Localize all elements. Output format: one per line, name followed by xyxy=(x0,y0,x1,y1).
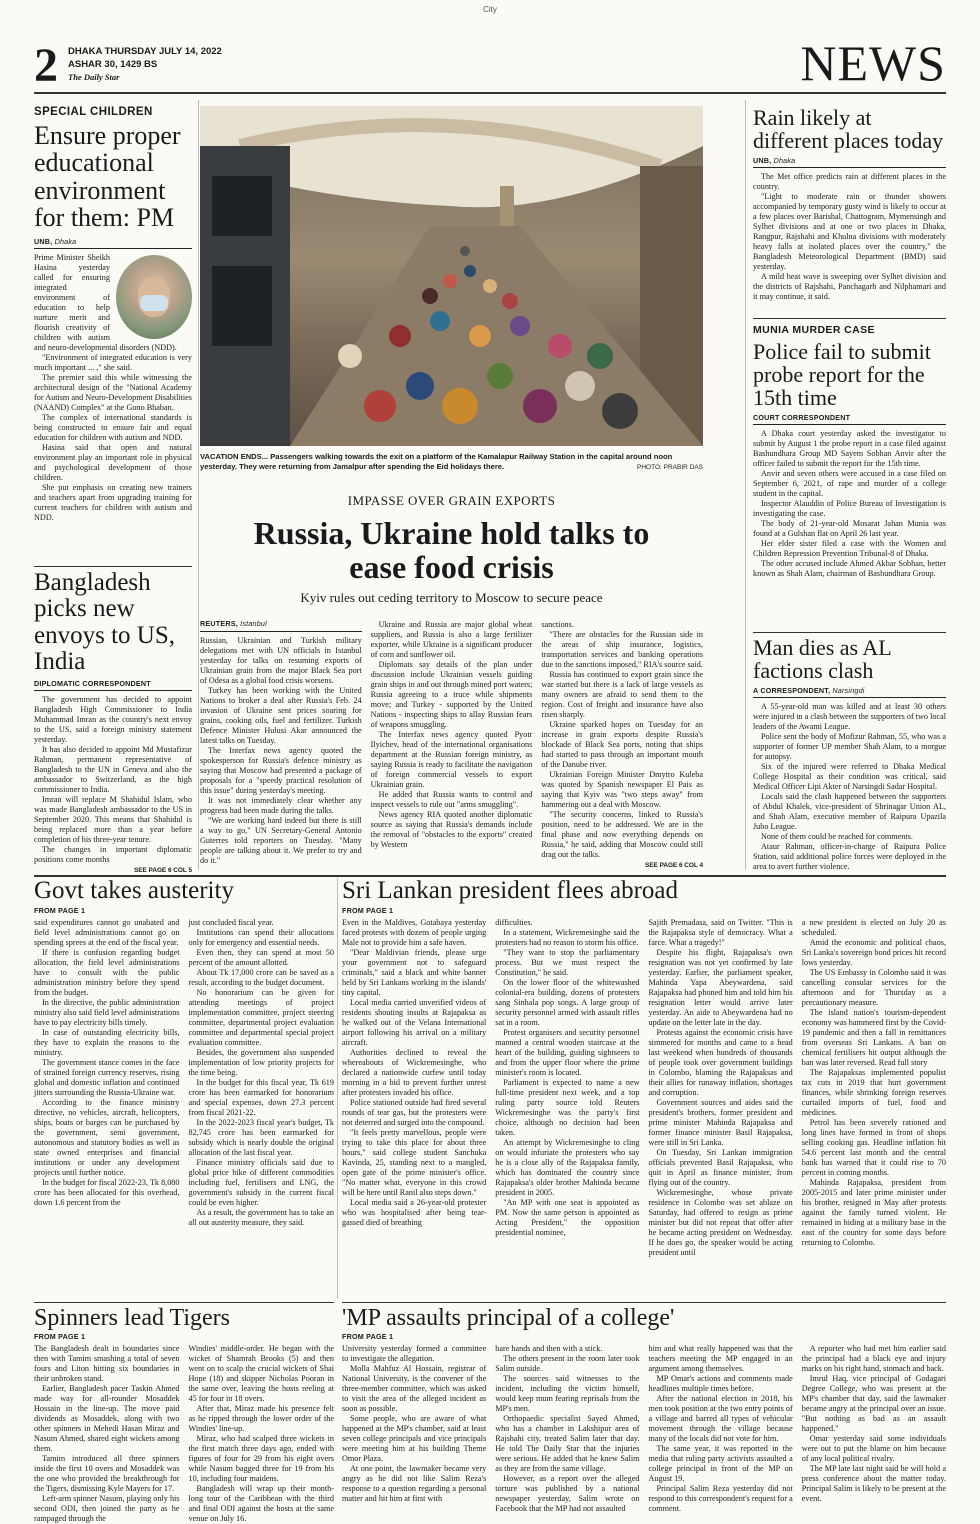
spinners-story xyxy=(34,1306,334,1524)
paragraph: The other accused include Ahmed Akbar Sobhan, better known as Shah Alam, chairman of Bashundhara Group. xyxy=(753,559,946,579)
paragraph: Imran will replace M Shahidul Islam, who was made Bangladesh ambassador to the US in September 2020. This means that Shahidul is being replaced more than a year before completion of his three-year tenure. xyxy=(34,795,192,844)
section-rule xyxy=(34,1302,334,1303)
paragraph: In the 2022-2023 fiscal year's budget, Tk 82,745 crore has been earmarked for subsidy which is nearly double the original allocation of the last fiscal year. xyxy=(188,1118,334,1158)
section-rule xyxy=(342,1302,946,1303)
paragraph: The Rajapaksas implemented populist tax cuts in 2019 that hurt government finances, while shrinking foreign reserves curtailed imports of fuel, food and medicines. xyxy=(801,1068,946,1118)
paragraph: Ukrainian Foreign Minister Dmytro Kuleba was quoted by Spanish newspaper El Pais as saying that Kyiv was "two steps away" from hammering out a deal with Moscow. xyxy=(541,770,704,809)
train-window xyxy=(212,176,272,236)
paragraph: Institutions can spend their allocations only for emergency and essential needs. xyxy=(188,928,334,948)
pm-photo xyxy=(116,255,192,339)
divider xyxy=(753,632,946,633)
paragraph: Russia has continued to export grain since the war started but there is a lack of large vessels as many owners are afraid to send them to the region. Cost of freight and insurance have also risen sharply. xyxy=(541,670,704,719)
rain-headline: Rain likely at different places today xyxy=(753,105,944,154)
paragraph: The US Embassy in Colombo said it was cancelling consular services for the afternoon and for Thursday as a precautionary measure. xyxy=(801,968,946,1008)
caption-text: Passengers walking towards the exit on a platform of the Kamalapur Railway Station in the capital around noon yesterday. They were returning from Jamalpur after spending the Eid holidays there. xyxy=(200,452,673,471)
paragraph: Government sources and aides said the president's brothers, former president and prime minister Mahinda Rajapaksa and former finance minister Basil Rajapaksa, were still in Sri Lanka. xyxy=(648,1098,793,1148)
train-door xyxy=(212,266,272,346)
paragraph: bare hands and then with a stick. xyxy=(495,1344,603,1354)
page-number: 2 xyxy=(34,39,58,92)
rain-byline: UNB, Dhaka xyxy=(753,156,946,168)
clash-body xyxy=(753,702,946,872)
special-children-byline: UNB, Dhaka xyxy=(34,237,192,249)
paragraph: Police stationed outside had fired several rounds of tear gas, but the protesters were not deterred and surged into the compound. xyxy=(342,1098,487,1128)
clash-story xyxy=(753,636,946,872)
munia-byline: COURT CORRESPONDENT xyxy=(753,413,946,425)
paragraph: "Dear Maldivian friends, please urge your government not to safeguard criminals," said a black and white banner held by Sri Lankans working in the islands' tiny capital. xyxy=(342,948,487,998)
see-page-link[interactable]: SEE PAGE 6 COL 5 xyxy=(133,867,192,874)
col-divider xyxy=(198,100,199,870)
mp-story xyxy=(342,1306,946,1514)
dateline: DHAKA THURSDAY JULY 14, 2022 xyxy=(68,46,222,57)
kamalapur-station-photo xyxy=(200,106,703,446)
spinners-col-1 xyxy=(34,1344,180,1524)
mp-headline: 'MP assaults principal of a college' xyxy=(342,1305,675,1331)
paragraph: An attempt by Wickremesinghe to cling on would infuriate the protesters who say he is a close ally of the Rajapaksa family, which has dominated the country since Rajapaksa's older brother Mahinda became president in 2005. xyxy=(495,1138,640,1198)
paragraph: a new president is elected on July 20 as scheduled. xyxy=(801,918,946,938)
paragraph: Sajith Premadasa, said on Twitter. "This is the Rajapaksa style of democracy. What a farce. What a tragedy!" xyxy=(648,918,793,948)
paragraph: Local media carried unverified videos of residents shouting insults at Rajapaksa as he walked out of the Velana International airport following his arrival on a military aircraft. xyxy=(342,998,487,1048)
grain-col-3 xyxy=(541,620,703,870)
paragraph: The sources said witnesses to the incident, including the victim himself, would keep mum fearing reprisals from the MP's men. xyxy=(495,1374,640,1414)
paragraph: The MP late last night said he will hold a press conference about the matter today. Principal Salim is likely to be present at the event. xyxy=(801,1464,946,1504)
paragraph: Protests against the economic crisis have simmered for months and came to a head last weekend when hundreds of thousands of people took over government buildings in Colombo, blaming the Rajapaksas and their allies for runaway inflation, shortages and corruption. xyxy=(648,1028,793,1098)
paragraph: On the lower floor of the whitewashed colonial-era building, dozens of protesters sang Sinhala pop songs. A large group of security personnel armed with assault rifles sat in a room. xyxy=(495,978,640,1028)
paragraph: said expenditures cannot go unabated and field level administrations cannot go on spending sprees at the end of the fiscal year. xyxy=(34,918,180,948)
austerity-col-2 xyxy=(189,918,335,1228)
paragraph: As a result, the government has to take an all out austerity measure, they said. xyxy=(188,1208,334,1228)
paragraph: "It feels pretty marvellous, people were trying to take this place for about three hours," said college student Sanchuka Kavinda, 25, standing next to a mangled, open gate of the prime minister's office. "No matter what, everyone in this crowd will be here until Ranil also steps down." xyxy=(342,1128,487,1198)
paragraph: Protest organisers and security personnel manned a central wooden staircase at the heart of the building, guiding sightseers to and from the upper floor where the prime minister's room is located. xyxy=(495,1028,640,1078)
grain-col-1 xyxy=(200,620,362,870)
paragraph: News agency RIA quoted another diplomatic source as saying that Russia's demands include the removal of "obstacles to the exports" created by Western xyxy=(370,810,533,849)
munia-kicker: MUNIA MURDER CASE xyxy=(753,324,875,336)
paragraph: Mahinda Rajapaksa, president from 2005-2015 and later prime minister under his brother, resigned in May after protests against the family turned violent. He remained in hiding at a military base in the east of the country for some days before returning to Colombo. xyxy=(801,1178,946,1248)
mp-columns xyxy=(342,1344,946,1514)
paragraph: Russian, Ukrainian and Turkish military delegations met with UN officials in Istanbul yesterday for talks on resuming exports of Ukrainian grain from the major Black Sea port of Odesa as a global food crisis worsens. xyxy=(200,635,362,685)
paragraph: Diplomats say details of the plan under discussion include Ukrainian vessels guiding grain ships in and out through mined port waters; Russia agreeing to a truce while shipments move; and Turkey - supported by the United Nations - inspecting ships to allay Russian fears of weapons smuggling. xyxy=(370,660,533,729)
paragraph: "There are obstacles for the Russian side in the areas of ship insurance, logistics, transportation services and banking operations due to the sanctions imposed," RIA's source said. xyxy=(541,630,704,669)
grain-headline: Russia, Ukraine hold talks to ease food crisis xyxy=(253,515,650,585)
paragraph: Authorities declined to reveal the whereabouts of Wickremesinghe, who declared a nationwide curfew until today morning in a bid to prevent further unrest after protesters invaded his office. xyxy=(342,1048,487,1098)
pm-photo-mask xyxy=(140,295,168,311)
paragraph: The Bangladesh dealt in boundaries since then with Tamim smashing a total of seven fours and Liton hitting six boundaries in their unbroken stand. xyxy=(34,1344,180,1384)
paragraph: In a statement, Wickremesinghe said the protesters had no reason to storm his office. xyxy=(495,928,640,948)
paragraph: MP Omar's actions and comments made headlines multiple times before. xyxy=(648,1374,793,1394)
paragraph: difficulties. xyxy=(495,918,533,928)
col-divider xyxy=(745,100,746,870)
special-children-kicker: SPECIAL CHILDREN xyxy=(34,106,153,118)
paragraph: Local media said a 26-year-old protester who was hospitalised after being tear-gassed died of breathing xyxy=(342,1198,487,1228)
austerity-story xyxy=(34,878,334,1228)
paragraph: The island nation's tourism-dependent economy was hammered first by the Covid-19 pandemic and then a fall in remittances from overseas Sri Lankans. A ban on chemical fertilisers hit output although the ban was later reversed. Read full story xyxy=(801,1008,946,1068)
paragraph: Inspector Alauddin of Police Bureau of Investigation is investigating the case. xyxy=(753,499,946,519)
bangla-date: ASHAR 30, 1429 BS xyxy=(68,59,158,70)
mp-col-3 xyxy=(649,1344,793,1514)
photo-credit: PHOTO: PRABIR DAS xyxy=(637,463,703,471)
section-tag: City xyxy=(483,5,497,14)
special-children-story xyxy=(34,106,192,523)
clash-byline: A CORRESPONDENT, Narsingdi xyxy=(753,686,946,698)
paragraph: Earlier, Bangladesh pacer Taskin Ahmed made way for all-rounder Mosaddek Hossain in the line-up. The move paid dividends as Mosaddek, along with two other spinners in Mehedi Hasan Miraz and Nasum Ahmed, shared eight wickets among them. xyxy=(34,1384,180,1454)
see-page-link[interactable]: SEE PAGE 6 COL 4 xyxy=(645,862,704,869)
paragraph: He added that Russia wants to control and inspect vessels to rule out "arms smuggling". xyxy=(370,790,533,809)
paragraph: Orthopaedic specialist Sayed Ahmed, who has a chamber in Lakshipur area of Rajshahi city, treated Salim later that day. He told The Daily Star that the injuries were serious. He added that he knew Salim as they are from the same village. xyxy=(495,1414,640,1474)
clash-headline: Man dies as AL factions clash xyxy=(753,635,891,684)
paragraph: She put emphasis on creating new trainers and teachers apart from upgrading training for current teachers for children with autism and NDD. xyxy=(34,483,192,523)
paragraph: "We are working hard indeed but there is still a way to go," UN Secretary-General Antonio Guterres told reporters on Tuesday. "Many people are talking about it. We prefer to try and do it." xyxy=(200,815,362,865)
paragraph: University yesterday formed a committee to investigate the allegation. xyxy=(342,1344,487,1364)
rain-story xyxy=(753,106,946,302)
paragraph: However, as a report over the alleged torture was published by a national newspaper yesterday, Salim wrote on Facebook that the MP had not assaulted xyxy=(495,1474,640,1514)
divider xyxy=(34,566,192,567)
paragraph: Tamim introduced all three spinners inside the first 10 overs and Mosaddek was the one who provided the breakthrough for the Tigers, dismissing Kyle Mayers for 17. xyxy=(34,1454,180,1494)
grain-col-2 xyxy=(371,620,533,870)
paragraph: "Environment of integrated education is very much important ... ," she said. xyxy=(34,353,192,373)
paragraph: The government stance comes in the face of strained foreign currency reserves, rising global and domestic inflation and continued jitters surrounding the Russia-Ukraine war. xyxy=(34,1058,180,1098)
envoys-story xyxy=(34,570,192,874)
paragraph: sanctions. xyxy=(541,620,574,629)
paragraph: Ukraine sparked hopes on Tuesday for an increase in grain exports despite Russia's blockade of Black Sea ports, noting that ships had started to pass through an important mouth of the Danube river. xyxy=(541,720,704,769)
paragraph: Even in the Maldives, Gotabaya yesterday faced protests with dozens of people urging Male not to provide him a safe haven. xyxy=(342,918,487,948)
munia-headline: Police fail to submit probe report for the 15th time xyxy=(753,339,931,411)
austerity-col-1 xyxy=(34,918,180,1228)
paragraph: The complex of international standards is being constructed to ensure fair and equal education for children with autism and NDD. xyxy=(34,413,192,443)
paragraph: Left-arm spinner Nasum, playing only his second ODI, then joined the party as he rampaged through the xyxy=(34,1494,180,1524)
paragraph: If there is confusion regarding budget allocation, the field level administrations have to consult with the public administration ministry before they spend from the budget. xyxy=(34,948,180,998)
paragraph: "They want to stop the parliamentary process. But we must respect the Constitution," he said. xyxy=(495,948,640,978)
srilanka-headline: Sri Lankan president flees abroad xyxy=(342,877,678,904)
paragraph: Principal Salim Reza yesterday did not respond to this correspondent's request for a comment. xyxy=(648,1484,793,1514)
paragraph: On Tuesday, Sri Lankan immigration officials prevented Basil Rajapaksa, who quit in April as finance minister, from flying out of the country. xyxy=(648,1148,793,1188)
paragraph: Omar yesterday said some individuals were out to put the blame on him because of any local political rivalry. xyxy=(801,1434,946,1464)
paragraph: Ukraine and Russia are major global wheat suppliers, and Russia is also a large fertilizer exporter, while Ukraine is a significant producer of corn and sunflower oil. xyxy=(370,620,533,659)
paragraph: In the directive, the public administration ministry also said field level administrations have to pay electricity bills timely. xyxy=(34,998,180,1028)
austerity-headline: Govt takes austerity xyxy=(34,877,234,904)
paragraph: Miraz, who had scalped three wickets in the first match three days ago, ended with figures of four for 29 from his eight overs while Nasum bagged three for 19 from his 10, including four maidens. xyxy=(188,1434,334,1484)
paragraph: The same year, it was reported in the media that ruling party activists assaulted a college principal in front of the MP on August 19. xyxy=(648,1444,793,1484)
paragraph: Ataur Rahman, officer-in-charge of Raipura Police Station, said additional police forces were deployed in the area to avert further violence. xyxy=(753,842,946,872)
col-divider xyxy=(337,878,338,1298)
grain-story xyxy=(200,493,703,606)
paragraph: A mild heat wave is sweeping over Sylhet division and the districts of Rajshahi, Panchagarh and Nilphamari and it may continue, it said. xyxy=(753,272,946,302)
paragraph: The premier said this while witnessing the architectural design of the "National Academy for Autism and Neuro-Development Disabilities (NAAND) Complex" at the Gono Bhaban. xyxy=(34,373,192,413)
paragraph: The changes in important diplomatic positions come months xyxy=(34,845,192,864)
paragraph: The body of 21-year-old Mosarat Jahan Munia was found at a Gulshan flat on April 26 last year. xyxy=(753,519,946,539)
paragraph: Bangladesh will wrap up their month-long tour of the Caribbean with the third and final ODI against the hosts at the same venue on July 16. xyxy=(188,1484,334,1524)
paragraph: Wickremesinghe, whose private residence in Colombo was set ablaze on Saturday, had offered to resign as prime minister but did not repeat that offer after he became acting president on Wednesday. If he does go, the speaker would be acting president until xyxy=(648,1188,793,1258)
srilanka-columns xyxy=(342,918,946,1258)
paragraph: Windies' middle-order. He began with the wicket of Shamrah Brooks (5) and then went on to scalp the crucial wickets of Shai Hope (18) and skipper Nicholas Pooran in the same over, leaving the hosts reeling at 45 for four in 18 overs. xyxy=(188,1344,334,1404)
paragraph: Despite his flight, Rajapaksa's own resignation was not yet confirmed by late yesterday. Earlier, the parliament speaker, Mahinda Yapa Abeywardena, said Rajapaksa had phoned him and told him his resignation letter would arrive later yesterday. An aide to Abeywardena had no update on the letter late in the day. xyxy=(648,948,793,1028)
spinners-col-2 xyxy=(189,1344,335,1524)
special-children-lead: Prime Minister Sheikh Hasina yesterday called for ensuring integrated environment of education to help nurture merit and flourish creativity of children with autism and neuro-developmental disorders (NDD). xyxy=(34,253,177,353)
paragraph: Locals said the clash happened between the supporters of Abdul Khalek, vice-president of Shrinagar Union AL, and Shah Alam, executive member of Raipura Upazila Jubo League. xyxy=(753,792,946,832)
paragraph: It has also decided to appoint Md Mustafizur Rahman, permanent representative of Bangladesh to the UN in Geneva and also the ambassador to Switzerland, as the high commissioner to India. xyxy=(34,745,192,794)
munia-story xyxy=(753,324,946,579)
paragraph: In the budget for this fiscal year, Tk 619 crore has been earmarked for honorarium and special expenses, down 27.3 percent from fiscal 2021-22. xyxy=(188,1078,334,1118)
paragraph: About Tk 17,000 crore can be saved as a result, according to the budget document. xyxy=(188,968,334,988)
srilanka-col-2 xyxy=(495,918,639,1258)
divider xyxy=(753,318,946,319)
masthead-rule xyxy=(34,92,946,94)
section-title: NEWS xyxy=(800,35,946,91)
austerity-from: FROM PAGE 1 xyxy=(34,906,86,916)
paragraph: The Met office predicts rain at different places in the country. xyxy=(753,172,946,192)
paragraph: At one point, the lawmaker became very angry as he did not like Salim Reza's response to a question regarding a personal matter and hit him at first with xyxy=(342,1464,487,1504)
photo-illustration xyxy=(200,106,703,446)
paragraph: Hasina said that open and natural environment play an important role in physical and psychological development of those children. xyxy=(34,443,192,483)
grain-byline: REUTERS, Istanbul xyxy=(200,620,362,632)
paragraph: Finance ministry officials said due to global price hike of different commodities including fuel, fertilisers and LNG, the government's subsidy in the current fiscal could be even higher. xyxy=(188,1158,334,1208)
srilanka-col-4 xyxy=(802,918,946,1258)
spinners-headline: Spinners lead Tigers xyxy=(34,1305,231,1331)
paragraph: It was not immediately clear whether any progress had been made during the talks. xyxy=(200,795,362,815)
paragraph: According to the finance ministry directive, no vehicles, aircraft, helicopters, ships, boats or barges can be purchased by the government, semi government, autonomous and statutory bodies as well as state owned enterprises and financial institutions or under any development projects until further notice. xyxy=(34,1098,180,1178)
grain-kicker: IMPASSE OVER GRAIN EXPORTS xyxy=(347,493,556,508)
grain-columns xyxy=(200,620,703,870)
special-children-body xyxy=(34,253,192,523)
paragraph: A reporter who had met him earlier said the principal had a black eye and injury marks on his right hand, stomach and back. xyxy=(801,1344,946,1374)
paragraph: No honorarium can be given for attending meetings of project implementation committee, project steering committee, departmental project evaluation committee and departmental special project evaluation committee. xyxy=(188,988,334,1048)
srilanka-from: FROM PAGE 1 xyxy=(342,906,394,916)
paragraph: A 55-year-old man was killed and at least 30 others were injured in a clash between the supporters of two local leaders of the Awami League. xyxy=(753,702,946,732)
spinners-columns xyxy=(34,1344,334,1524)
paragraph: After the national election in 2018, his men took position at the two entry points of a village and barred all types of vehicular movement through the village because many of the locals did not vote for him. xyxy=(648,1394,793,1444)
mp-from: FROM PAGE 1 xyxy=(342,1332,394,1342)
paragraph: just concluded fiscal year. xyxy=(188,918,274,928)
photo-caption xyxy=(200,452,703,472)
munia-body xyxy=(753,429,946,579)
paragraph: None of them could be reached for comments. xyxy=(761,832,913,842)
srilanka-col-1 xyxy=(342,918,486,1258)
grain-deck: Kyiv rules out ceding territory to Moscow to secure peace xyxy=(300,590,603,606)
srilanka-story xyxy=(342,878,946,1258)
paragraph: Amid the economic and political chaos, Sri Lanka's sovereign bond prices hit record lows yesterday. xyxy=(801,938,947,968)
paragraph: "The security concerns, linked to Russia's position, need to be addressed. We are in the final phase and now everything depends on Russia," he said, adding that Moscow could still drag out the talks. xyxy=(541,810,704,859)
rain-body xyxy=(753,172,946,302)
austerity-columns xyxy=(34,918,334,1228)
mp-col-1 xyxy=(342,1344,486,1514)
envoys-headline: Bangladesh picks new envoys to US, India xyxy=(34,569,175,675)
paragraph: Parliament is expected to name a new full-time president next week, and a top ruling party source told Reuters Wickremesinghe was the party's first choice, although no decision had been taken. xyxy=(495,1078,640,1138)
paragraph: The government has decided to appoint Bangladesh High Commissioner to India Muhammad Imran as the country's next envoy to the US, said a foreign ministry statement yesterday. xyxy=(34,695,192,744)
special-children-headline: Ensure proper educational environment for them: PM xyxy=(34,121,181,232)
paragraph: Police sent the body of Mofizur Rahman, 55, who was a supporter of former UP member Shah Alam, to a morgue for autopsy. xyxy=(753,732,946,762)
paragraph: Her elder sister filed a case with the Women and Children Repression Prevention Tribunal-8 of Dhaka. xyxy=(753,539,946,559)
mp-col-2 xyxy=(495,1344,639,1514)
paragraph: The Interfax news agency quoted Pyotr Ilyichev, head of the international organisations department at the Russian foreign ministry, as saying Russia is ready to facilitate the navigation of foreign commercial vessels to export Ukrainian grain. xyxy=(370,730,533,789)
paragraph: Imrul Haq, vice principal of Godagari Degree College, who was present at the MP's chamber that day, said the lawmaker became angry at the principal over an issue. "But nothing as bad as an assault happened." xyxy=(801,1374,946,1434)
paragraph: In the budget for fiscal 2022-23, Tk 8,080 crore has been allocated for this overhead, down 1.6 percent from the xyxy=(34,1178,180,1208)
paragraph: The others present in the room later took Salim outside. xyxy=(495,1354,640,1374)
mp-col-4 xyxy=(802,1344,946,1514)
paragraph: Some people, who are aware of what happened at the MP's chamber, said at least seven college principals and vice principals were meeting him at his building Theme Omor Plaza. xyxy=(342,1414,487,1464)
paragraph: Anvir and seven others were accused in a case filed on September 6, 2021, of rape and murder of a college student in the capital. xyxy=(753,469,946,499)
envoys-body xyxy=(34,695,192,865)
paragraph: "Light to moderate rain or thunder showers accompanied by temporary gusty wind is likely to occur at a few places over Barishal, Chattogram, Mymensingh and Sylhet divisions and at one or two places in Dhaka, Rangpur, Rajshahi and Khulna divisions with moderately heavy falls at isolated places over the country," the Bangladesh Meteorological Department (BMD) said yesterday. xyxy=(753,192,946,272)
paragraph: him and what really happened was that the teachers meeting the MP engaged in an argument among themselves. xyxy=(648,1344,793,1374)
paragraph: Molla Mahfuz Al Hossain, registrar of National University, is the convener of the three-member committee, which was asked to visit the area of the alleged incident as soon as possible. xyxy=(342,1364,487,1414)
paragraph: Petrol has been severely rationed and long lines have formed in front of shops selling cooking gas. Headline inflation hit 54.6 percent last month and the central bank has warned that it could rise to 70 percent in coming months. xyxy=(801,1118,946,1178)
paragraph: Six of the injured were referred to Dhaka Medical College Hospital as their condition was critical, said Medical Officer Lipi Akter of Narsingdi Sadar Hospital. xyxy=(753,762,946,792)
paragraph: In case of outstanding electricity bills, they have to explain the reasons to the ministry. xyxy=(34,1028,180,1058)
paper-name-logo: The Daily Star xyxy=(68,72,120,82)
paragraph: After that, Miraz made his presence felt as he ripped through the lower order of the Windies' line-up. xyxy=(188,1404,334,1434)
caption-lead: VACATION ENDS... xyxy=(200,452,269,461)
srilanka-col-3 xyxy=(649,918,793,1258)
paragraph: Turkey has been working with the United Nations to broker a deal after Russia's Feb. 24 invasion of Ukraine sent prices soaring for grains, cooking oils, fuel and fertilizer. Turkish Defence Minister Hulusi Akar announced the latest talks on Tuesday. xyxy=(200,685,362,745)
envoys-byline: DIPLOMATIC CORRESPONDENT xyxy=(34,679,192,691)
paragraph: Even then, they can spend at most 50 percent of the amount allotted. xyxy=(188,948,334,968)
paragraph: A Dhaka court yesterday asked the investigator to submit by August 1 the probe report in a case filed against Bashundhara Group MD Sayem Sobhan Anvir after the officer failed to submit the report for the 15th time. xyxy=(753,429,946,469)
paragraph: Besides, the government also suspended implementation of low priority projects for the time being. xyxy=(188,1048,334,1078)
paragraph: The Interfax news agency quoted the spokesperson for Russia's defence ministry as saying that Moscow had presented a package of proposals for a "speedy practical resolution of this issue" during yesterday's meeting. xyxy=(200,745,362,795)
spinners-from: FROM PAGE 1 xyxy=(34,1332,86,1342)
paragraph: "An MP with one seat is appointed as PM. Now the same person is appointed as Acting President," the opposition presidential nominee, xyxy=(495,1198,640,1238)
